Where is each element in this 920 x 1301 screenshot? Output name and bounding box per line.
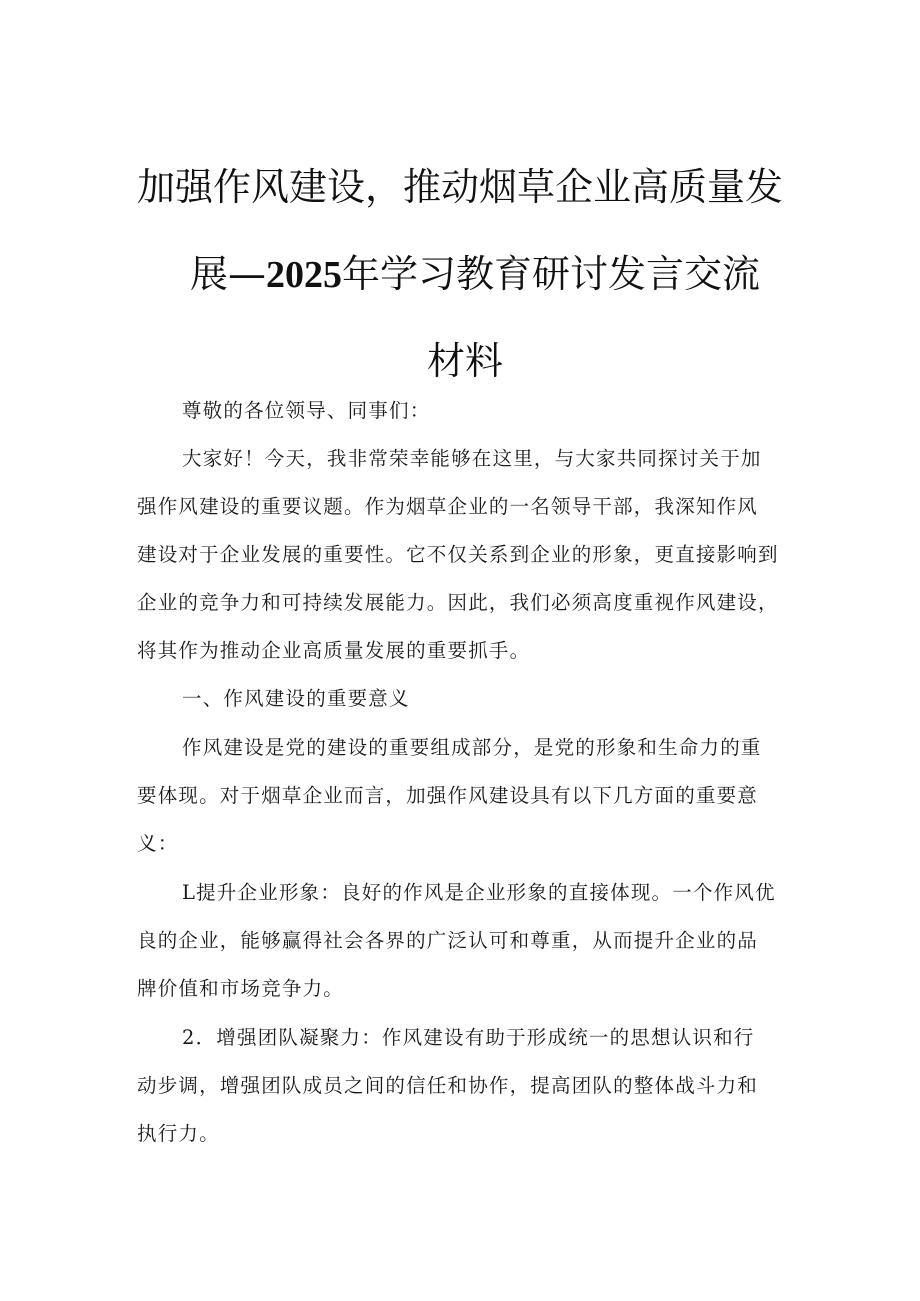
section-1-line-1: 作风建设是党的建设的重要组成部分，是党的形象和生命力的重 (182, 736, 762, 759)
section-1-heading: 一、作风建设的重要意义 (182, 687, 410, 710)
title-year: 2025 (266, 254, 343, 296)
intro-line-5: 将其作为推动企业高质量发展的重要抓手。 (137, 639, 531, 662)
point-2-line-1: 2．增强团队凝聚力：作风建设有助于形成统一的思想认识和行 (182, 1026, 755, 1049)
point-2-line-2: 动步调，增强团队成员之间的信任和协作，提高团队的整体战斗力和 (137, 1074, 759, 1097)
intro-line-4: 企业的竞争力和可持续发展能力。因此，我们必须高度重视作风建设， (137, 591, 779, 614)
point-2-line-3: 执行力。 (137, 1122, 220, 1145)
intro-line-3: 建设对于企业发展的重要性。它不仅关系到企业的形象，更直接影响到 (137, 543, 779, 566)
title-line-1: 加强作风建设，推动烟草企业高质量发 (137, 165, 784, 209)
title-line-2-suffix: 年学习教育研讨发言交流 (342, 252, 761, 296)
point-1-line-1: L提升企业形象：良好的作风是企业形象的直接体现。一个作风优 (182, 881, 776, 904)
salutation: 尊敬的各位领导、同事们： (182, 399, 431, 422)
intro-line-1: 大家好！今天，我非常荣幸能够在这里，与大家共同探讨关于加 (182, 447, 762, 470)
intro-line-2: 强作风建设的重要议题。作为烟草企业的一名领导干部，我深知作风 (137, 495, 759, 518)
title-line-3: 材料 (427, 339, 504, 383)
point-1-line-2: 良的企业，能够赢得社会各界的广泛认可和尊重，从而提升企业的品 (137, 929, 759, 952)
section-1-line-3: 义： (137, 832, 179, 855)
point-1-line-3: 牌价值和市场竞争力。 (137, 977, 345, 1000)
title-line-2-prefix: 展— (190, 252, 267, 296)
title-line-2 (190, 243, 760, 298)
section-1-line-2: 要体现。对于烟草企业而言，加强作风建设具有以下几方面的重要意 (137, 784, 759, 807)
